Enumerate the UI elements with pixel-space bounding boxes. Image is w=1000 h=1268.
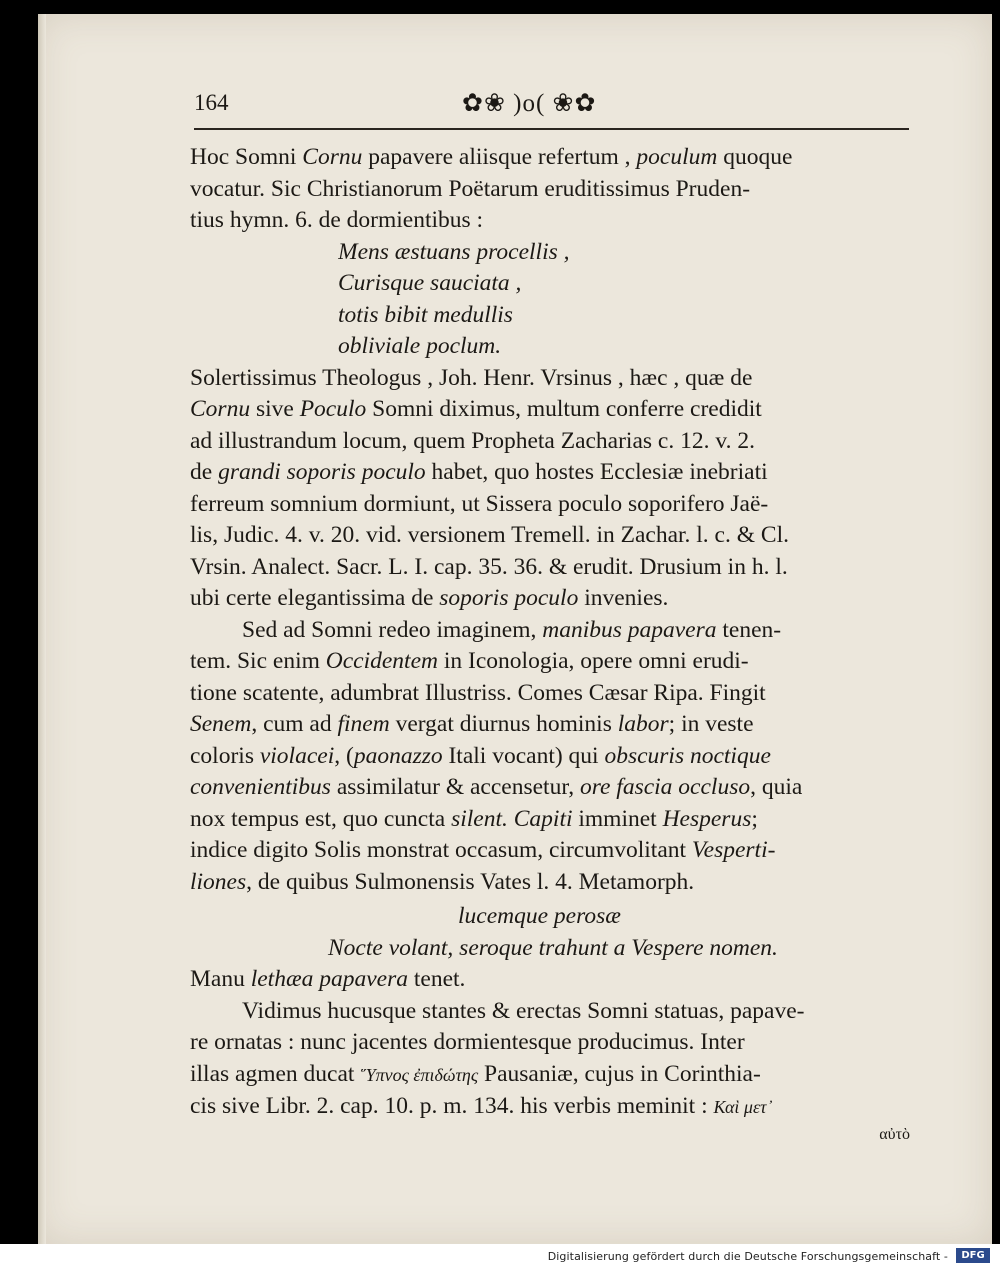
text-line: Vidimus hucusque stantes & erectas Somni statuas, papave- xyxy=(242,997,805,1024)
text-line: re ornatas : nunc jacentes dormientesque producimus. Inter xyxy=(190,1029,745,1055)
text-line: ubi certe elegantissima de soporis poculo invenies. xyxy=(190,585,669,611)
text-line: ad illustrandum locum, quem Propheta Zacharias c. 12. v. 2. xyxy=(190,427,755,454)
text-line: Solertissimus Theologus , Joh. Henr. Vrsinus , hæc , quæ de xyxy=(190,364,753,391)
funding-credit: Digitalisierung gefördert durch die Deutsche Forschungsgemeinschaft - xyxy=(547,1250,948,1263)
verse-line: Mens æstuans procellis , xyxy=(338,238,570,265)
text-line: Cornu sive Poculo Somni diximus, multum conferre credidit xyxy=(190,396,762,422)
paragraph-4 xyxy=(190,964,910,996)
text-line: tius hymn. 6. de dormientibus : xyxy=(190,207,484,233)
text-line: Sed ad Somni redeo imaginem, manibus papavera tenen- xyxy=(242,616,782,643)
catchword: αὐτὸ xyxy=(879,1125,910,1143)
text-line: Senem, cum ad finem vergat diurnus hominis labor; in veste xyxy=(190,711,754,737)
footer-bar xyxy=(0,1244,1000,1268)
verse-quote-prudentius xyxy=(190,237,910,363)
paragraph-1 xyxy=(190,142,910,237)
paragraph-2 xyxy=(190,363,910,615)
text-line: illas agmen ducat Ὕπνος ἐπιδώτης Pausaniæ, cujus in Corinthia- xyxy=(190,1060,761,1087)
text-line: vocatur. Sic Christianorum Poëtarum eruditissimus Pruden- xyxy=(190,175,751,202)
page-body xyxy=(190,142,910,1146)
text-line: Manu lethæa papavera tenet. xyxy=(190,966,466,992)
text-line: nox tempus est, quo cuncta silent. Capiti imminet Hesperus; xyxy=(190,805,758,832)
page-spine-shadow xyxy=(38,14,46,1244)
text-line: tem. Sic enim Occidentem in Iconologia, opere omni erudi- xyxy=(190,648,749,674)
verse-quote-ovid xyxy=(190,901,910,964)
text-line: coloris violacei, (paonazzo Itali vocant) qui obscuris noctique xyxy=(190,742,771,769)
text-line: lis, Judic. 4. v. 20. vid. versionem Tremell. in Zachar. l. c. & Cl. xyxy=(190,522,789,548)
text-line: de grandi soporis poculo habet, quo hostes Ecclesiæ inebriati xyxy=(190,459,768,485)
text-line: Vrsin. Analect. Sacr. L. I. cap. 35. 36. & erudit. Drusium in h. l. xyxy=(190,553,788,580)
paragraph-3 xyxy=(190,615,910,899)
text-line: liones, de quibus Sulmonensis Vates l. 4. Metamorph. xyxy=(190,868,695,895)
text-line: ferreum somnium dormiunt, ut Sissera poculo soporifero Jaë- xyxy=(190,490,769,517)
dfg-logo-icon: DFG xyxy=(956,1248,990,1263)
paragraph-5 xyxy=(190,996,910,1146)
text-line: convenientibus assimilatur & accensetur, ore fascia occluso, quia xyxy=(190,774,803,800)
header-ornament-icon: ✿❀ )o( ❀✿ xyxy=(462,90,597,117)
text-line: Hoc Somni Cornu papavere aliisque refertum , poculum quoque xyxy=(190,144,793,170)
verse-line: Nocte volant, seroque trahunt a Vespere nomen. xyxy=(328,934,778,961)
header-rule xyxy=(194,128,909,130)
verse-line: Curisque sauciata , xyxy=(338,270,522,296)
text-line: cis sive Libr. 2. cap. 10. p. m. 134. his verbis meminit : Καὶ μετ᾽ xyxy=(190,1093,773,1119)
verse-line: lucemque perosæ xyxy=(458,903,621,929)
page-number: 164 xyxy=(194,90,229,115)
verse-line: totis bibit medullis xyxy=(338,301,513,328)
verse-line: obliviale poclum. xyxy=(338,333,502,359)
text-line: tione scatente, adumbrat Illustriss. Comes Cæsar Ripa. Fingit xyxy=(190,679,766,706)
page-header xyxy=(194,88,909,128)
text-line: indice digito Solis monstrat occasum, circumvolitant Vesperti- xyxy=(190,837,776,863)
